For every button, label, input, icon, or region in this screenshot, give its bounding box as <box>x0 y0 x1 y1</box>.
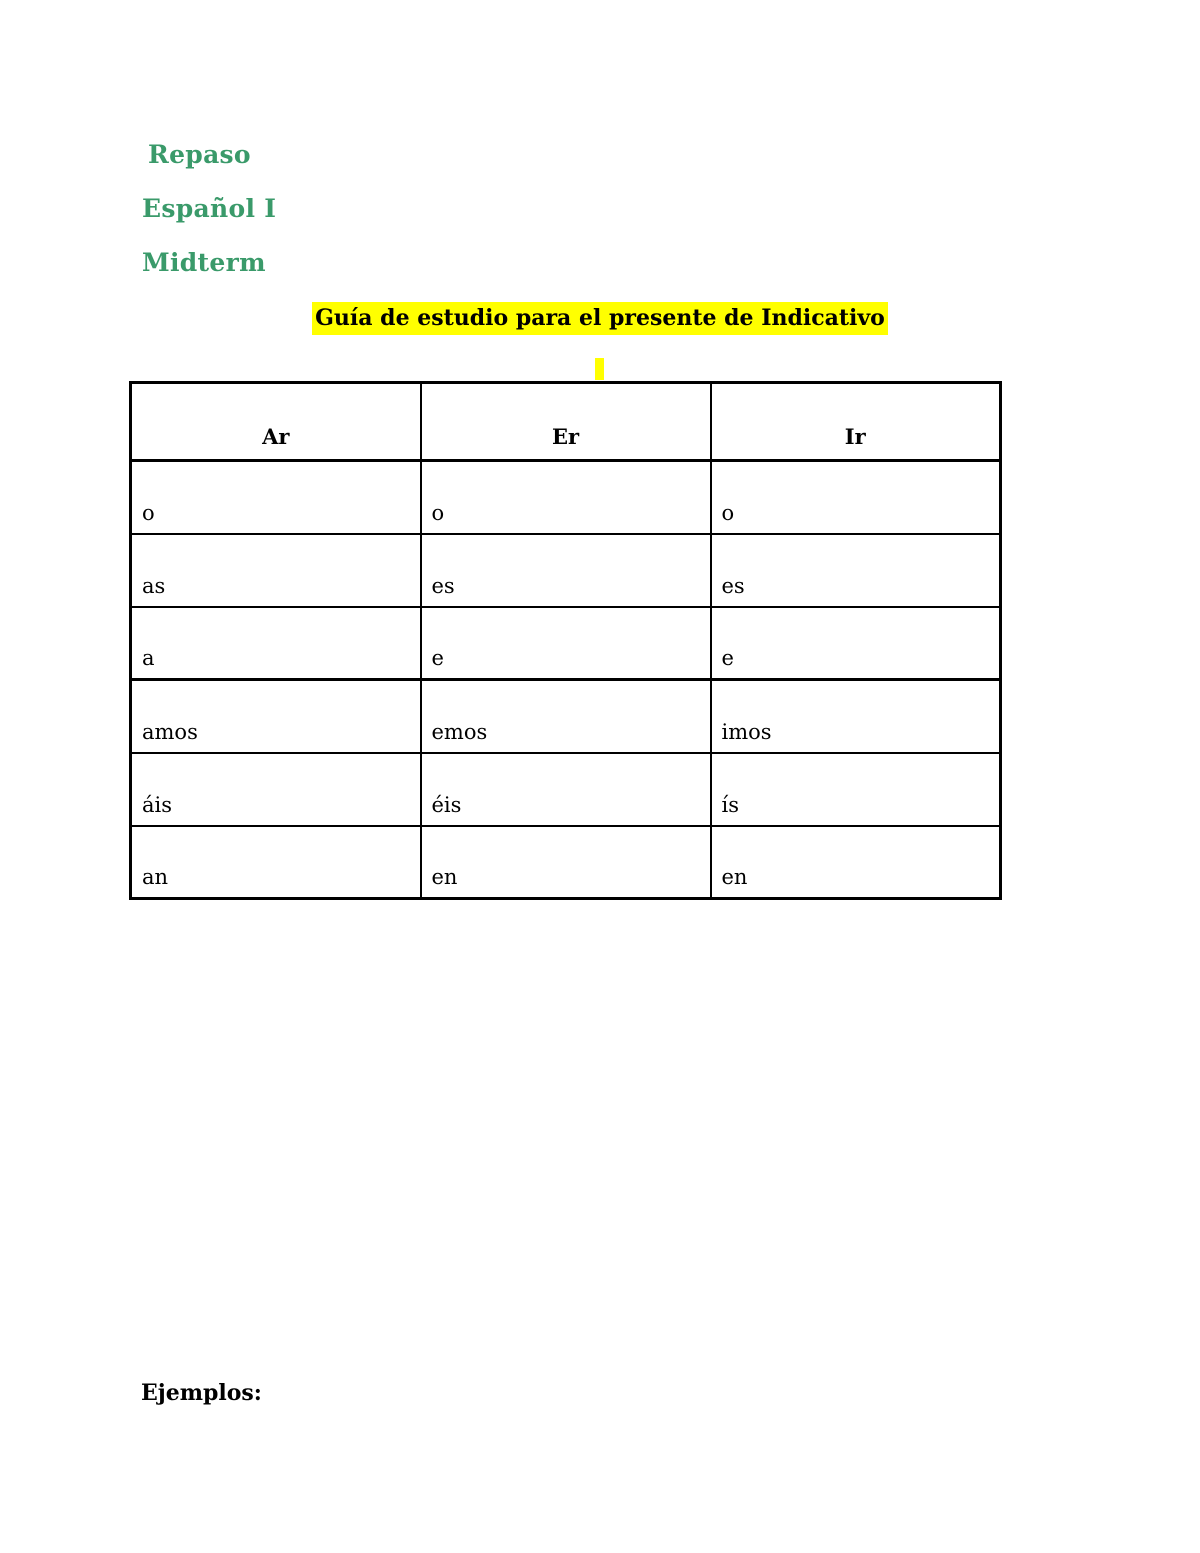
table-cell: ís <box>711 753 1001 826</box>
table-cell: o <box>711 461 1001 534</box>
column-header-ir: Ir <box>711 383 1001 461</box>
table-row <box>131 753 1001 826</box>
table-cell: es <box>421 534 711 607</box>
table-cell: éis <box>421 753 711 826</box>
table-cell: e <box>711 607 1001 680</box>
heading-midterm: Midterm <box>142 248 266 277</box>
table-cell: emos <box>421 680 711 753</box>
table-header-row <box>131 383 1001 461</box>
table-cell: an <box>131 826 421 899</box>
table-cell: amos <box>131 680 421 753</box>
title-container <box>0 302 1200 335</box>
table-row <box>131 607 1001 680</box>
column-header-ar: Ar <box>131 383 421 461</box>
column-header-er: Er <box>421 383 711 461</box>
table-cell: en <box>421 826 711 899</box>
table-cell: es <box>711 534 1001 607</box>
table-cell: áis <box>131 753 421 826</box>
table-cell: e <box>421 607 711 680</box>
examples-label: Ejemplos: <box>141 1380 262 1406</box>
table-row <box>131 534 1001 607</box>
document-title: Guía de estudio para el presente de Indicativo <box>312 302 888 335</box>
table-cell: o <box>131 461 421 534</box>
heading-course: Español I <box>142 194 277 223</box>
highlight-marker <box>595 358 604 380</box>
table-cell: o <box>421 461 711 534</box>
table-row <box>131 680 1001 753</box>
conjugation-table <box>129 381 1002 900</box>
table-row <box>131 461 1001 534</box>
table-cell: a <box>131 607 421 680</box>
table-cell: imos <box>711 680 1001 753</box>
heading-repaso: Repaso <box>148 140 251 169</box>
table-row <box>131 826 1001 899</box>
table-cell: as <box>131 534 421 607</box>
table-cell: en <box>711 826 1001 899</box>
